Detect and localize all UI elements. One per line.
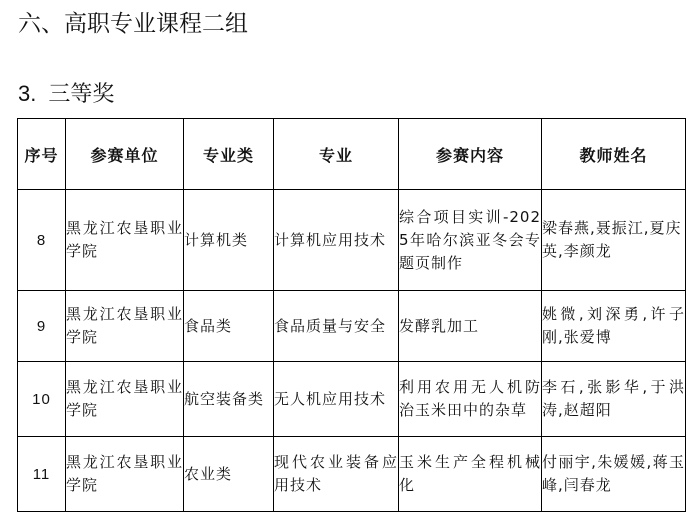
table-row bbox=[18, 437, 686, 512]
cell-content: 利用农用无人机防治玉米田中的杂草 bbox=[399, 362, 542, 437]
cell-teachers: 姚微,刘深勇,许子刚,张爱博 bbox=[542, 291, 686, 362]
cell-unit: 黑龙江农垦职业学院 bbox=[66, 362, 184, 437]
header-major: 专业 bbox=[274, 119, 399, 190]
cell-serial: 10 bbox=[18, 362, 66, 437]
cell-content: 发酵乳加工 bbox=[399, 291, 542, 362]
cell-content: 综合项目实训-2025年哈尔滨亚冬会专题页制作 bbox=[399, 190, 542, 291]
table-header-row bbox=[18, 119, 686, 190]
cell-serial: 9 bbox=[18, 291, 66, 362]
header-serial: 序号 bbox=[18, 119, 66, 190]
cell-serial: 8 bbox=[18, 190, 66, 291]
cell-serial: 11 bbox=[18, 437, 66, 512]
cell-major: 现代农业装备应用技术 bbox=[274, 437, 399, 512]
award-heading bbox=[18, 78, 114, 111]
cell-content: 玉米生产全程机械化 bbox=[399, 437, 542, 512]
header-category: 专业类 bbox=[184, 119, 274, 190]
table-row bbox=[18, 190, 686, 291]
cell-teachers: 付丽宇,朱媛媛,蒋玉峰,闫春龙 bbox=[542, 437, 686, 512]
table-row bbox=[18, 362, 686, 437]
table-row bbox=[18, 291, 686, 362]
section-title: 六、高职专业课程二组 bbox=[18, 11, 248, 37]
cell-category: 食品类 bbox=[184, 291, 274, 362]
cell-major: 无人机应用技术 bbox=[274, 362, 399, 437]
cell-teachers: 李石,张影华,于洪涛,赵超阳 bbox=[542, 362, 686, 437]
cell-category: 航空装备类 bbox=[184, 362, 274, 437]
cell-category: 农业类 bbox=[184, 437, 274, 512]
awards-table bbox=[17, 118, 686, 512]
award-number: 3. bbox=[18, 81, 37, 106]
cell-unit: 黑龙江农垦职业学院 bbox=[66, 437, 184, 512]
cell-major: 食品质量与安全 bbox=[274, 291, 399, 362]
cell-unit: 黑龙江农垦职业学院 bbox=[66, 190, 184, 291]
header-teachers: 教师姓名 bbox=[542, 119, 686, 190]
award-label: 三等奖 bbox=[48, 82, 115, 107]
cell-major: 计算机应用技术 bbox=[274, 190, 399, 291]
cell-teachers: 梁春燕,聂振江,夏庆英,李颜龙 bbox=[542, 190, 686, 291]
cell-category: 计算机类 bbox=[184, 190, 274, 291]
header-content: 参赛内容 bbox=[399, 119, 542, 190]
header-unit: 参赛单位 bbox=[66, 119, 184, 190]
cell-unit: 黑龙江农垦职业学院 bbox=[66, 291, 184, 362]
